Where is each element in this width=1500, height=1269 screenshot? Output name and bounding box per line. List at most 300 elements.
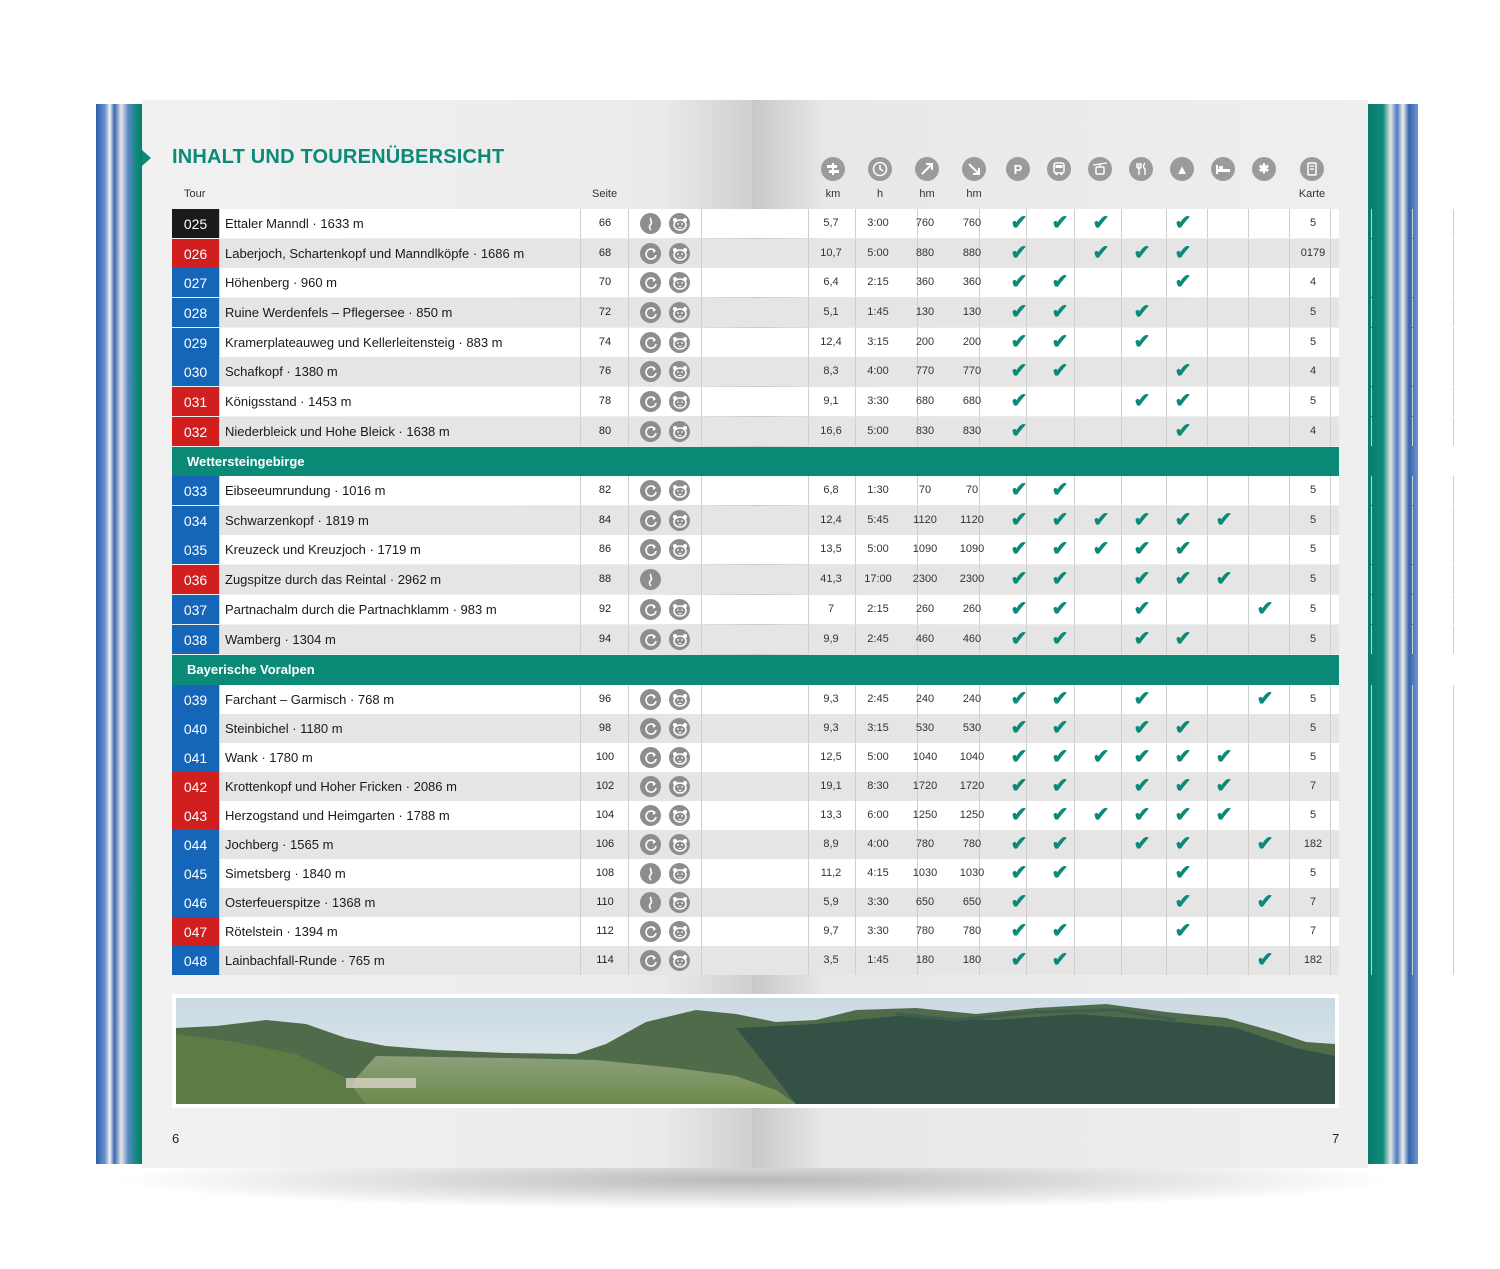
map-number: 5 (1309, 484, 1317, 496)
column-divider (1371, 506, 1372, 535)
tour-number: 048 (172, 946, 219, 975)
column-divider (219, 917, 220, 946)
value-h: 5:00 (867, 751, 889, 763)
check-mark-icon: ✔ (1174, 509, 1192, 531)
tour-number: 030 (172, 357, 219, 386)
check-mark-icon: ✔ (1051, 717, 1069, 739)
check-mark-icon: ✔ (1256, 598, 1274, 620)
check-mark-icon: ✔ (1051, 862, 1069, 884)
table-row[interactable] (172, 535, 1339, 564)
check-mark-icon: ✔ (1256, 833, 1274, 855)
tour-page: 106 (595, 838, 615, 850)
family-bear-icon (669, 629, 690, 650)
check-mark-icon: ✔ (1010, 360, 1028, 382)
value-hm2: 1090 (959, 543, 985, 555)
map-number: 4 (1309, 276, 1317, 288)
column-divider (1248, 917, 1249, 946)
tour-page: 78 (598, 395, 612, 407)
value-km: 9,1 (823, 395, 839, 407)
column-divider (1248, 476, 1249, 505)
column-divider (580, 298, 581, 327)
check-mark-icon: ✔ (1010, 717, 1028, 739)
check-mark-icon: ✔ (1174, 568, 1192, 590)
loop-route-icon (640, 480, 661, 501)
check-mark-icon: ✔ (1010, 212, 1028, 234)
check-mark-icon: ✔ (1215, 746, 1233, 768)
tour-name: Steinbichel · 1180 m (225, 721, 343, 736)
check-mark-icon: ✔ (1010, 598, 1028, 620)
column-divider (580, 357, 581, 386)
check-mark-icon: ✔ (1133, 538, 1151, 560)
table-row[interactable] (172, 595, 1339, 624)
table-row[interactable] (172, 859, 1339, 888)
family-bear-icon (669, 747, 690, 768)
table-row[interactable] (172, 209, 1339, 238)
table-row[interactable] (172, 387, 1339, 416)
column-divider (1412, 830, 1413, 859)
column-divider (628, 535, 629, 564)
column-divider (1207, 830, 1208, 859)
map-number: 5 (1309, 306, 1317, 318)
column-divider (1289, 506, 1290, 535)
column-divider (1207, 239, 1208, 268)
column-divider (1166, 595, 1167, 624)
table-row[interactable] (172, 417, 1339, 446)
column-divider (628, 685, 629, 714)
value-h: 4:00 (867, 365, 889, 377)
column-divider (1121, 476, 1122, 505)
column-divider (1248, 801, 1249, 830)
column-divider (1289, 357, 1290, 386)
column-divider (701, 268, 702, 297)
column-divider (1453, 239, 1454, 268)
value-hm2: 530 (962, 722, 982, 734)
map-icon (1300, 157, 1324, 181)
table-row[interactable] (172, 357, 1339, 386)
check-mark-icon: ✔ (1051, 301, 1069, 323)
table-row[interactable] (172, 888, 1339, 917)
column-divider (1289, 714, 1290, 743)
column-divider (628, 830, 629, 859)
column-divider (628, 209, 629, 238)
check-mark-icon: ✔ (1092, 804, 1110, 826)
value-km: 6,4 (823, 276, 839, 288)
tour-number: 031 (172, 387, 219, 416)
check-mark-icon: ✔ (1133, 775, 1151, 797)
column-divider (580, 685, 581, 714)
table-row[interactable] (172, 714, 1339, 743)
value-hm1: 1090 (912, 543, 938, 555)
value-h: 8:30 (867, 780, 889, 792)
header-h: h (876, 188, 884, 200)
column-divider (628, 387, 629, 416)
table-row[interactable] (172, 743, 1339, 772)
check-mark-icon: ✔ (1010, 479, 1028, 501)
check-mark-icon: ✔ (1133, 804, 1151, 826)
check-mark-icon: ✔ (1133, 242, 1151, 264)
tour-name: Niederbleick und Hohe Bleick · 1638 m (225, 424, 450, 439)
column-divider (1371, 595, 1372, 624)
value-hm2: 460 (962, 633, 982, 645)
section-header (172, 447, 1339, 477)
map-number: 5 (1309, 217, 1317, 229)
tour-name: Wank · 1780 m (225, 750, 313, 765)
column-divider (1412, 268, 1413, 297)
value-hm2: 240 (962, 693, 982, 705)
value-hm2: 260 (962, 603, 982, 615)
check-mark-icon: ✔ (1174, 420, 1192, 442)
value-hm2: 1720 (959, 780, 985, 792)
column-divider (219, 625, 220, 654)
loop-route-icon (640, 747, 661, 768)
value-hm1: 130 (915, 306, 935, 318)
column-divider (701, 714, 702, 743)
winter-icon: ✱ (1252, 157, 1276, 181)
column-divider (701, 946, 702, 975)
tour-page: 80 (598, 425, 612, 437)
tour-page: 82 (598, 484, 612, 496)
column-divider (219, 239, 220, 268)
column-divider (219, 298, 220, 327)
check-mark-icon: ✔ (1051, 746, 1069, 768)
check-mark-icon: ✔ (1174, 390, 1192, 412)
tour-name: Lainbachfall-Runde · 765 m (225, 953, 385, 968)
column-divider (1289, 328, 1290, 357)
value-km: 5,7 (823, 217, 839, 229)
value-hm1: 180 (915, 954, 935, 966)
map-number: 7 (1309, 896, 1317, 908)
column-divider (701, 917, 702, 946)
value-h: 3:15 (867, 336, 889, 348)
check-mark-icon: ✔ (1051, 509, 1069, 531)
table-row[interactable] (172, 565, 1339, 594)
table-row[interactable] (172, 328, 1339, 357)
column-divider (1412, 506, 1413, 535)
loop-route-icon (640, 302, 661, 323)
table-row[interactable] (172, 476, 1339, 505)
tour-name: Laberjoch, Schartenkopf und Manndlköpfe · 1686 m (225, 246, 525, 261)
check-mark-icon: ✔ (1010, 301, 1028, 323)
column-divider (580, 535, 581, 564)
value-km: 19,1 (820, 780, 842, 792)
column-divider (580, 387, 581, 416)
value-hm1: 650 (915, 896, 935, 908)
tour-name: Wamberg · 1304 m (225, 632, 336, 647)
value-km: 9,3 (823, 693, 839, 705)
column-divider (1412, 565, 1413, 594)
check-mark-icon: ✔ (1256, 688, 1274, 710)
column-divider (219, 801, 220, 830)
family-bear-icon (669, 539, 690, 560)
family-bear-icon (669, 689, 690, 710)
rock-terrain-icon (640, 892, 661, 913)
check-mark-icon: ✔ (1133, 717, 1151, 739)
check-mark-icon: ✔ (1051, 920, 1069, 942)
column-divider (1207, 917, 1208, 946)
check-mark-icon: ✔ (1051, 568, 1069, 590)
column-divider (1453, 859, 1454, 888)
family-bear-icon (669, 718, 690, 739)
loop-route-icon (640, 950, 661, 971)
column-divider (628, 859, 629, 888)
value-h: 3:15 (867, 722, 889, 734)
check-mark-icon: ✔ (1051, 804, 1069, 826)
table-row[interactable] (172, 298, 1339, 327)
column-divider (701, 476, 702, 505)
table-row[interactable] (172, 801, 1339, 830)
column-divider (1248, 417, 1249, 446)
tour-number: 044 (172, 830, 219, 859)
column-divider (701, 506, 702, 535)
column-divider (219, 772, 220, 801)
column-divider (628, 298, 629, 327)
column-divider (1121, 357, 1122, 386)
check-mark-icon: ✔ (1051, 628, 1069, 650)
column-divider (1289, 387, 1290, 416)
family-bear-icon (669, 332, 690, 353)
column-divider (1412, 417, 1413, 446)
column-divider (1166, 298, 1167, 327)
column-divider (1248, 387, 1249, 416)
header-hm-up: hm (919, 188, 935, 200)
column-divider (1207, 417, 1208, 446)
check-mark-icon: ✔ (1010, 420, 1028, 442)
check-mark-icon: ✔ (1215, 568, 1233, 590)
check-mark-icon: ✔ (1051, 360, 1069, 382)
value-h: 1:45 (867, 306, 889, 318)
column-divider (1248, 625, 1249, 654)
tour-number: 039 (172, 685, 219, 714)
header-km: km (825, 188, 841, 200)
column-divider (580, 946, 581, 975)
page-number-right: 7 (1332, 1131, 1340, 1146)
value-hm2: 650 (962, 896, 982, 908)
column-divider (1371, 387, 1372, 416)
value-hm1: 1030 (912, 867, 938, 879)
value-h: 5:00 (867, 425, 889, 437)
cable-car-icon (1088, 157, 1112, 181)
value-h: 3:30 (867, 925, 889, 937)
column-divider (1371, 268, 1372, 297)
map-number: 5 (1309, 543, 1317, 555)
column-divider (1371, 917, 1372, 946)
column-divider (219, 685, 220, 714)
column-divider (1371, 625, 1372, 654)
column-divider (1289, 830, 1290, 859)
value-hm1: 530 (915, 722, 935, 734)
value-hm2: 2300 (959, 573, 985, 585)
column-divider (1453, 595, 1454, 624)
tour-page: 96 (598, 693, 612, 705)
column-divider (1289, 772, 1290, 801)
column-divider (1074, 417, 1075, 446)
column-divider (1371, 888, 1372, 917)
check-mark-icon: ✔ (1051, 949, 1069, 971)
column-divider (1453, 830, 1454, 859)
column-divider (1453, 298, 1454, 327)
column-divider (219, 417, 220, 446)
column-divider (1453, 387, 1454, 416)
value-km: 13,3 (820, 809, 842, 821)
column-divider (701, 888, 702, 917)
column-divider (1207, 888, 1208, 917)
family-bear-icon (669, 834, 690, 855)
bed-icon (1211, 157, 1235, 181)
table-row[interactable] (172, 917, 1339, 946)
section-header (172, 655, 1339, 685)
column-divider (219, 328, 220, 357)
tour-page: 100 (595, 751, 615, 763)
column-divider (1371, 239, 1372, 268)
column-divider (1248, 268, 1249, 297)
value-h: 4:00 (867, 838, 889, 850)
value-hm2: 680 (962, 395, 982, 407)
column-divider (1289, 209, 1290, 238)
value-hm1: 680 (915, 395, 935, 407)
tour-number: 033 (172, 476, 219, 505)
value-h: 6:00 (867, 809, 889, 821)
column-divider (1248, 714, 1249, 743)
map-number: 5 (1309, 809, 1317, 821)
family-bear-icon (669, 805, 690, 826)
column-divider (1371, 298, 1372, 327)
column-divider (1289, 888, 1290, 917)
loop-route-icon (640, 421, 661, 442)
tour-name: Rötelstein · 1394 m (225, 924, 338, 939)
value-hm1: 70 (918, 484, 932, 496)
table-row[interactable] (172, 772, 1339, 801)
column-divider (1371, 714, 1372, 743)
column-divider (1207, 298, 1208, 327)
column-divider (219, 268, 220, 297)
table-row[interactable] (172, 685, 1339, 714)
map-number: 5 (1309, 722, 1317, 734)
column-divider (1207, 476, 1208, 505)
check-mark-icon: ✔ (1174, 775, 1192, 797)
column-divider (628, 595, 629, 624)
column-divider (628, 268, 629, 297)
column-divider (628, 625, 629, 654)
column-divider (1248, 298, 1249, 327)
column-divider (1121, 946, 1122, 975)
value-h: 3:30 (867, 395, 889, 407)
value-hm1: 770 (915, 365, 935, 377)
value-km: 10,7 (820, 247, 842, 259)
column-divider (1412, 625, 1413, 654)
map-number: 5 (1309, 603, 1317, 615)
hut-icon: ▲ (1170, 157, 1194, 181)
column-divider (1453, 565, 1454, 594)
check-mark-icon: ✔ (1010, 390, 1028, 412)
column-divider (1371, 357, 1372, 386)
tour-number: 043 (172, 801, 219, 830)
check-mark-icon: ✔ (1092, 509, 1110, 531)
table-row[interactable] (172, 830, 1339, 859)
check-mark-icon: ✔ (1215, 804, 1233, 826)
column-divider (1166, 946, 1167, 975)
column-divider (1289, 859, 1290, 888)
check-mark-icon: ✔ (1133, 598, 1151, 620)
value-hm1: 1040 (912, 751, 938, 763)
column-divider (1121, 859, 1122, 888)
family-bear-icon (669, 302, 690, 323)
tour-page: 114 (596, 954, 614, 966)
value-hm1: 200 (915, 336, 935, 348)
family-bear-icon (669, 776, 690, 797)
check-mark-icon: ✔ (1174, 242, 1192, 264)
value-h: 1:45 (867, 954, 889, 966)
column-divider (1248, 535, 1249, 564)
value-h: 3:00 (867, 217, 889, 229)
column-divider (1412, 239, 1413, 268)
check-mark-icon: ✔ (1133, 301, 1151, 323)
column-divider (1453, 714, 1454, 743)
check-mark-icon: ✔ (1174, 920, 1192, 942)
column-divider (628, 476, 629, 505)
column-divider (628, 743, 629, 772)
column-divider (1248, 565, 1249, 594)
table-row[interactable] (172, 625, 1339, 654)
column-divider (219, 830, 220, 859)
table-row[interactable] (172, 239, 1339, 268)
table-row[interactable] (172, 268, 1339, 297)
tour-name: Höhenberg · 960 m (225, 275, 338, 290)
tour-page: 104 (595, 809, 615, 821)
column-divider (701, 772, 702, 801)
tour-name: Osterfeuerspitze · 1368 m (225, 895, 376, 910)
value-km: 8,9 (823, 838, 839, 850)
value-km: 9,7 (823, 925, 839, 937)
column-divider (701, 685, 702, 714)
column-divider (1207, 685, 1208, 714)
check-mark-icon: ✔ (1010, 862, 1028, 884)
rock-terrain-icon (640, 863, 661, 884)
column-divider (1371, 743, 1372, 772)
column-divider (219, 714, 220, 743)
page-edges-right (1368, 104, 1418, 1164)
column-divider (1121, 209, 1122, 238)
loop-route-icon (640, 834, 661, 855)
column-divider (1248, 239, 1249, 268)
check-mark-icon: ✔ (1092, 212, 1110, 234)
check-mark-icon: ✔ (1010, 331, 1028, 353)
column-divider (1371, 859, 1372, 888)
check-mark-icon: ✔ (1010, 833, 1028, 855)
signpost-icon (821, 157, 845, 181)
column-divider (580, 714, 581, 743)
column-divider (1371, 946, 1372, 975)
column-divider (628, 328, 629, 357)
column-divider (1453, 917, 1454, 946)
column-divider (1453, 946, 1454, 975)
column-divider (580, 830, 581, 859)
check-mark-icon: ✔ (1051, 271, 1069, 293)
check-mark-icon: ✔ (1010, 271, 1028, 293)
column-divider (1207, 595, 1208, 624)
tour-name: Simetsberg · 1840 m (225, 866, 346, 881)
tour-name: Herzogstand und Heimgarten · 1788 m (225, 808, 450, 823)
map-number: 4 (1309, 365, 1317, 377)
check-mark-icon: ✔ (1051, 688, 1069, 710)
map-number: 7 (1309, 780, 1317, 792)
check-mark-icon: ✔ (1051, 833, 1069, 855)
tour-page: 110 (596, 896, 614, 908)
table-row[interactable] (172, 506, 1339, 535)
title-arrow-icon (142, 150, 151, 166)
value-h: 2:45 (867, 633, 889, 645)
table-row[interactable] (172, 946, 1339, 975)
check-mark-icon: ✔ (1010, 746, 1028, 768)
